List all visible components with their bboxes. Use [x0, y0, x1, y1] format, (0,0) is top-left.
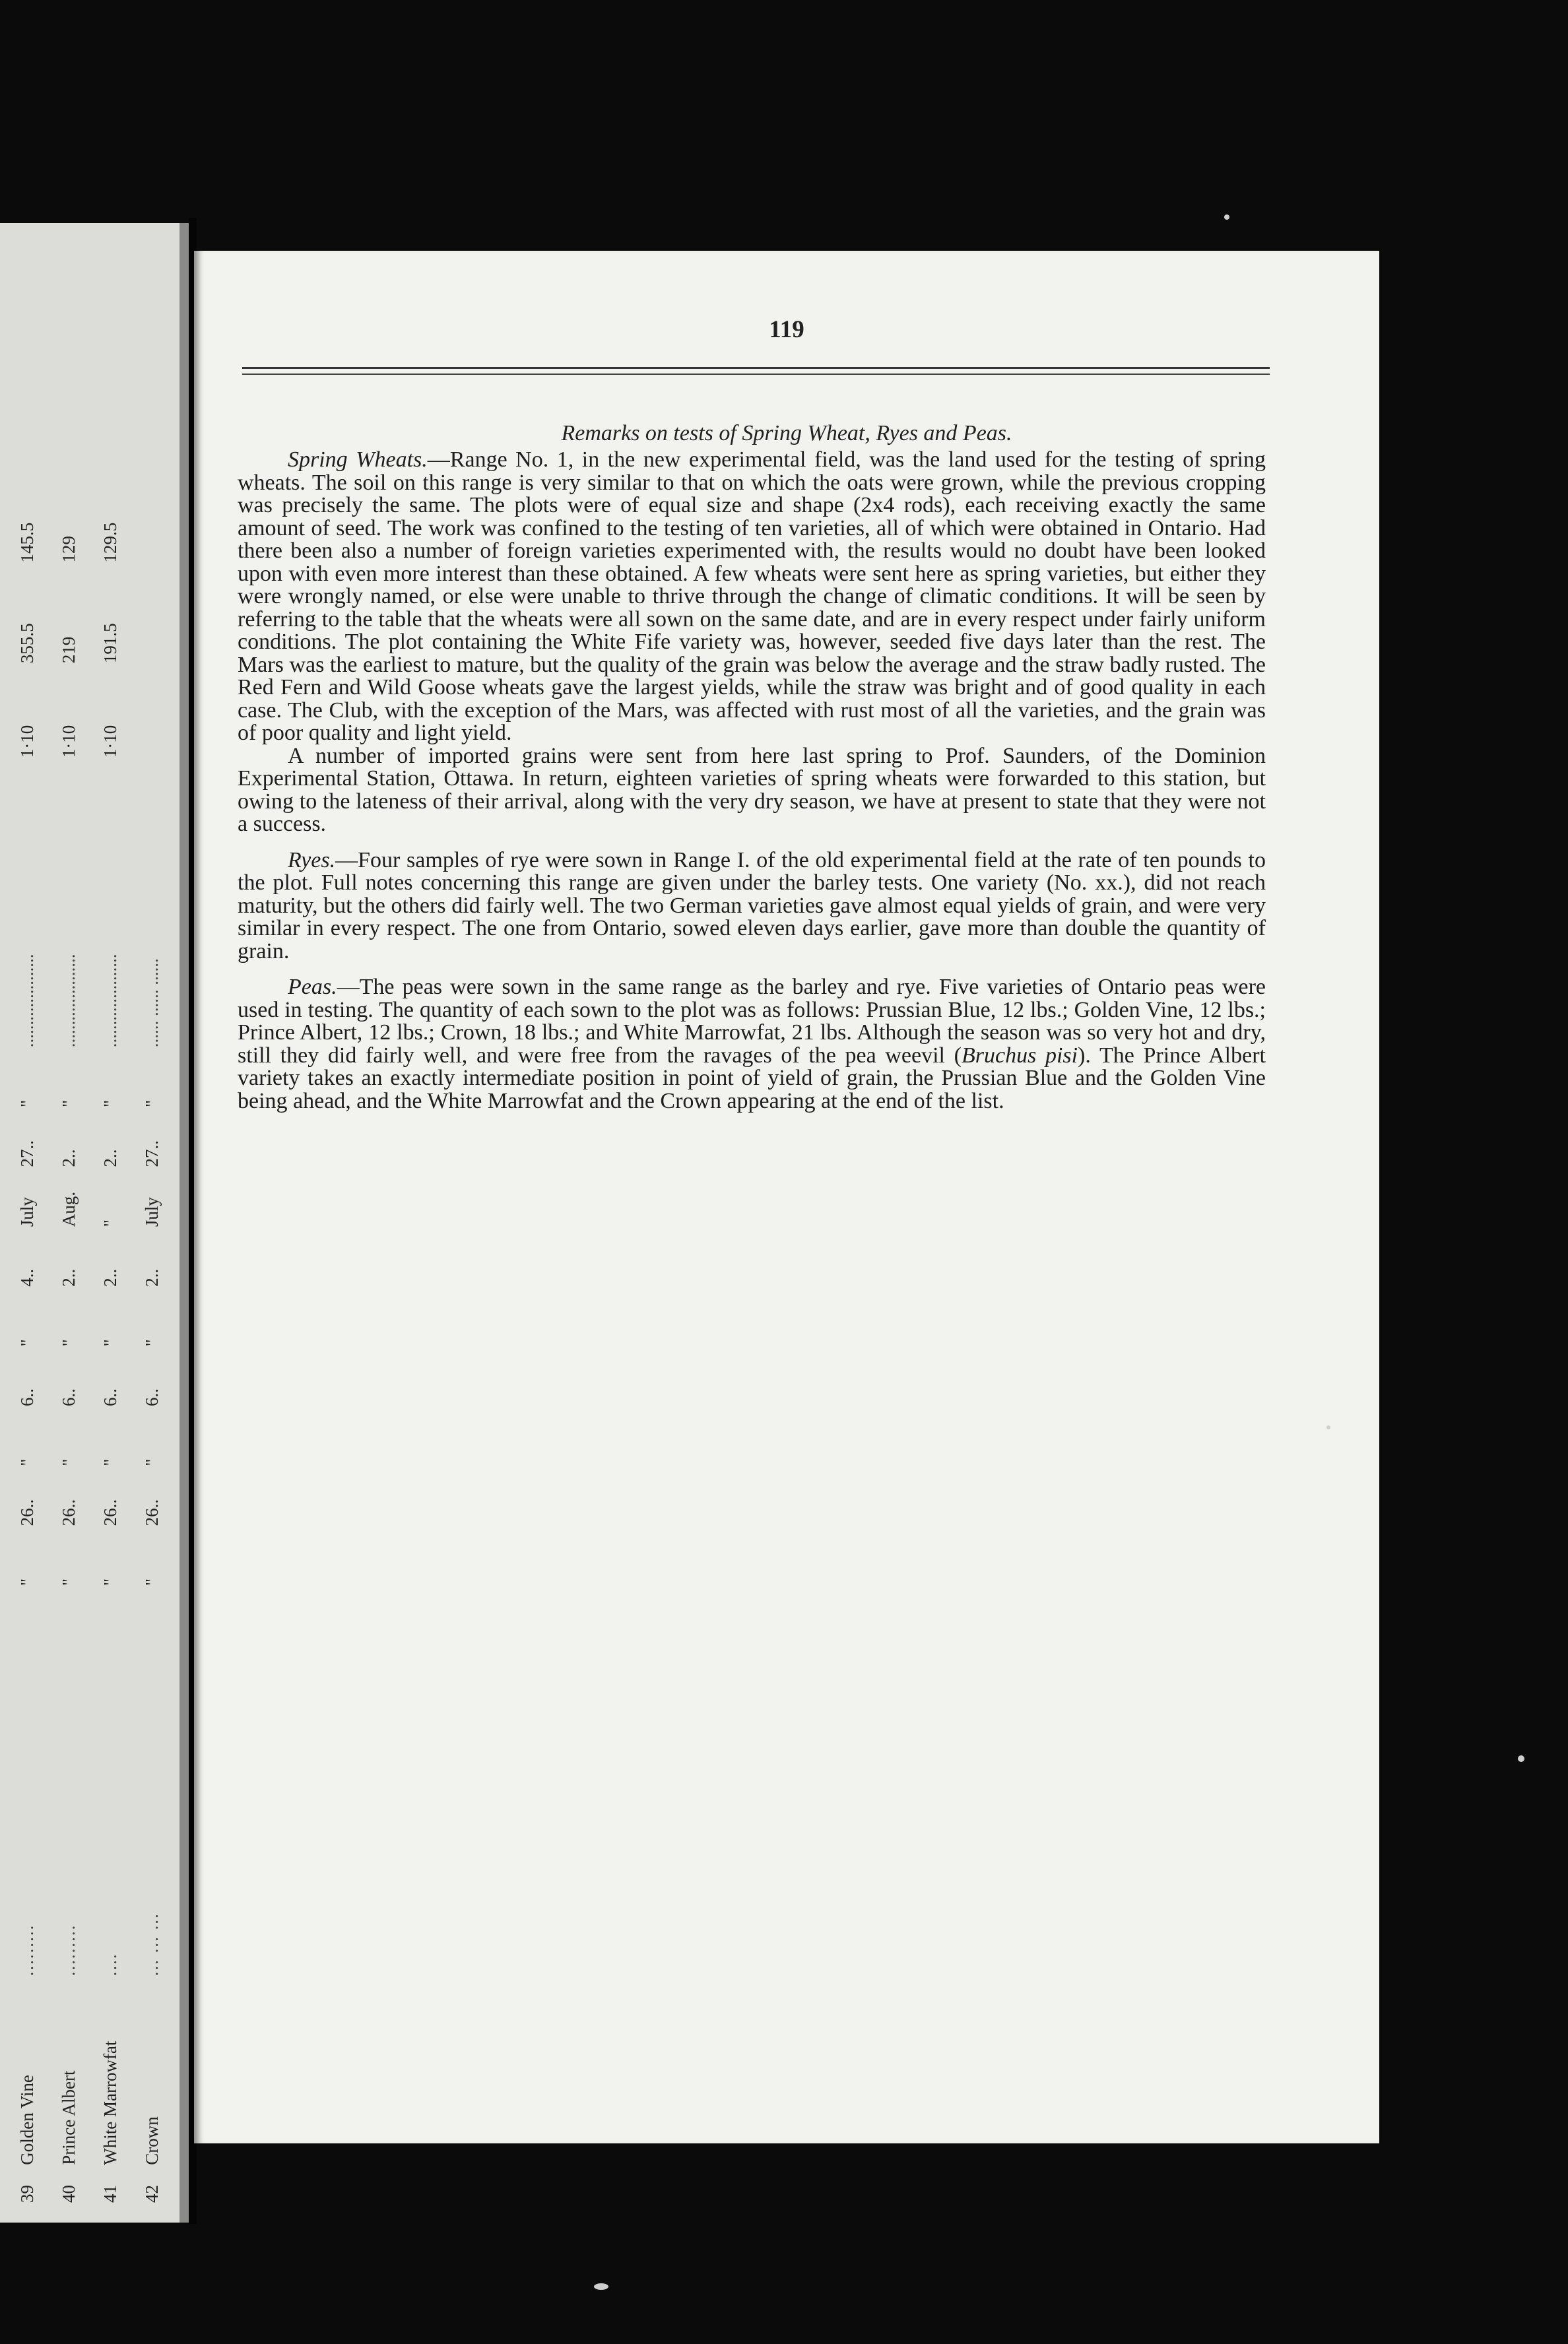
table-row: [7, 487, 48, 2203]
ditto-mark: ": [59, 1099, 79, 1107]
dust-speck: [594, 2283, 608, 2290]
section-title: Remarks on tests of Spring Wheat, Ryes and Peas.: [561, 421, 1012, 445]
variety-name: Golden Vine: [17, 2075, 37, 2165]
ditto-mark: ": [17, 1339, 37, 1347]
ditto-mark: ": [17, 1458, 37, 1466]
value-cell: 145.5: [17, 522, 37, 563]
cell: 4..: [17, 1268, 37, 1287]
paragraph-lead: Ryes.: [288, 847, 336, 872]
day-cell: 2..: [100, 1149, 120, 1167]
row-number: 42: [142, 2185, 162, 2203]
variety-name: Prince Albert: [59, 2070, 79, 2165]
paragraph-text: —Range No. 1, in the new experimental field, was the land used for the testing of spring wheats. The soil on this range is very similar to that on which the oats were grown, while the previous cropping was precisely the same. The plots were of equal size and shape (2x4 rods), each receiving exactly the same amount of seed. The work was confined to the testing of ten varieties, all of which were obtained in Ontario. Had there been also a number of foreign varieties experimented with, the results would no doubt have been looked upon with even more interest than these obtained. A few wheats were sent here as spring varieties, but either they were wrongly named, or else were unable to thrive through the change of climatic conditions. It will be seen by referring to the table that the wheats were all sown on the same date, and are in every respect under fairly uniform conditions. The plot containing the White Fife variety was, however, seeded five days later than the rest. The Mars was the earliest to mature, but the quality of the grain was below the average and the straw badly rusted. The Red Fern and Wild Goose wheats gave the largest yields, while the straw was bright and of good quality in each case. The Club, with the exception of the Mars, was affected with rust most of all the varieties, and the grain was of poor quality and light yield.: [238, 447, 1266, 745]
ditto-mark: ": [17, 1099, 37, 1107]
variety-name: Crown: [142, 2116, 162, 2165]
cell: 2..: [142, 1268, 162, 1287]
ditto-mark: ": [100, 1578, 120, 1586]
species-name: Bruchus pisi: [961, 1043, 1078, 1068]
cell: 26..: [142, 1499, 162, 1526]
leader-dots: ....: [100, 1953, 120, 1976]
paragraph-text: ). The Prince Albert variety takes an exactly intermediate position in point of yield of grain, the Prussian Blue and the Golden Vine being ahead, and the White Marrowfat and the Crown appearing at the end of the list.: [238, 1043, 1266, 1113]
paragraph-text: —The peas were sown in the same range as the barley and rye. Five varieties of Ontario peas were used in testing. The quantity of each sown to the plot was as follows: Prussian Blue, 12 lbs.; Golden Vine, 12 lbs.; Prince Albert, 12 lbs.; Crown, 18 lbs.; and White Marrowfat, 21 lbs. Although the season was so very hot and dry, still they did fairly well, and were free from the ravages of the pea weevil (: [238, 975, 1266, 1068]
table-row: [131, 487, 173, 2203]
paragraph-lead: Peas.: [288, 975, 337, 999]
ratio-cell: 1·10: [100, 725, 120, 758]
header-rule: [242, 367, 1270, 369]
leader-dots: ...... ...... ......: [142, 958, 162, 1048]
ditto-mark: ": [100, 1099, 120, 1107]
body-text: [238, 449, 1266, 1113]
paragraph-lead: Spring Wheats.: [288, 447, 428, 472]
paragraph-peas: [238, 976, 1266, 1113]
ditto-mark: ": [100, 1339, 120, 1347]
ditto-mark: ": [59, 1578, 79, 1586]
page-number: 119: [769, 316, 804, 343]
leader-dots: .........: [17, 1924, 37, 1976]
month-cell: ": [100, 1220, 120, 1227]
cell: 6..: [100, 1388, 120, 1407]
ditto-mark: ": [100, 1458, 120, 1466]
month-cell: Aug.: [59, 1191, 79, 1227]
cell: 2..: [59, 1268, 79, 1287]
value-cell: 191.5: [100, 623, 120, 664]
ditto-mark: ": [142, 1339, 162, 1347]
leader-dots: .....................: [100, 954, 120, 1048]
paragraph-ryes: [238, 849, 1266, 963]
value-cell: 219: [59, 636, 79, 664]
cell: 2..: [100, 1268, 120, 1287]
rotated-table: [7, 487, 178, 2203]
row-number: 39: [17, 2185, 37, 2203]
day-cell: 27..: [17, 1140, 37, 1167]
month-cell: July: [17, 1197, 37, 1227]
day-cell: 2..: [59, 1149, 79, 1167]
cell: 26..: [59, 1499, 79, 1526]
value-cell: 129: [59, 536, 79, 563]
table-row: [48, 487, 90, 2203]
day-cell: 27..: [142, 1140, 162, 1167]
cell: 26..: [17, 1499, 37, 1526]
paragraph-text: —Four samples of rye were sown in Range I. of the old experimental field at the rate of ten pounds to the plot. Full notes concerning this range are given under the barley tests. One variety (No. xx.), did not reach maturity, but the others did fairly well. The two German varieties gave almost equal yields of grain, and were very similar in every respect. The one from Ontario, sowed eleven days earlier, gave more than double the quantity of grain.: [238, 847, 1266, 963]
cell: 26..: [100, 1499, 120, 1526]
leader-dots: .........: [59, 1924, 79, 1976]
leader-dots: ... ... ...: [142, 1912, 162, 1976]
ditto-mark: ": [59, 1458, 79, 1466]
cell: 6..: [59, 1388, 79, 1407]
month-cell: July: [142, 1197, 162, 1227]
page: [194, 251, 1379, 2143]
table-row: [90, 487, 131, 2203]
value-cell: 129.5: [100, 522, 120, 563]
dust-speck: [1224, 214, 1229, 220]
cell: 6..: [142, 1388, 162, 1407]
paragraph-text: A number of imported grains were sent from here last spring to Prof. Saunders, of the Dominion Experimental Station, Ottawa. In return, eighteen varieties of spring wheats were forwarded to this station, but owing to the lateness of their arrival, along with the very dry season, we have at present to state that they were not a success.: [238, 743, 1266, 836]
paragraph-imported-grains: [238, 745, 1266, 836]
dust-speck: [1326, 1425, 1330, 1429]
ditto-mark: ": [142, 1578, 162, 1586]
value-cell: 355.5: [17, 623, 37, 664]
ditto-mark: ": [17, 1578, 37, 1586]
leader-dots: .....................: [59, 954, 79, 1048]
paragraph-spring-wheats: [238, 449, 1266, 745]
ratio-cell: 1·10: [17, 725, 37, 758]
previous-page: [0, 223, 189, 2223]
row-number: 41: [100, 2185, 120, 2203]
ditto-mark: ": [142, 1099, 162, 1107]
ditto-mark: ": [59, 1339, 79, 1347]
leader-dots: .....................: [17, 954, 37, 1048]
row-number: 40: [59, 2185, 79, 2203]
ratio-cell: 1·10: [59, 725, 79, 758]
header-rule: [242, 374, 1270, 375]
dust-speck: [1518, 1755, 1524, 1762]
variety-name: White Marrowfat: [100, 2040, 120, 2165]
ditto-mark: ": [142, 1458, 162, 1466]
cell: 6..: [17, 1388, 37, 1407]
